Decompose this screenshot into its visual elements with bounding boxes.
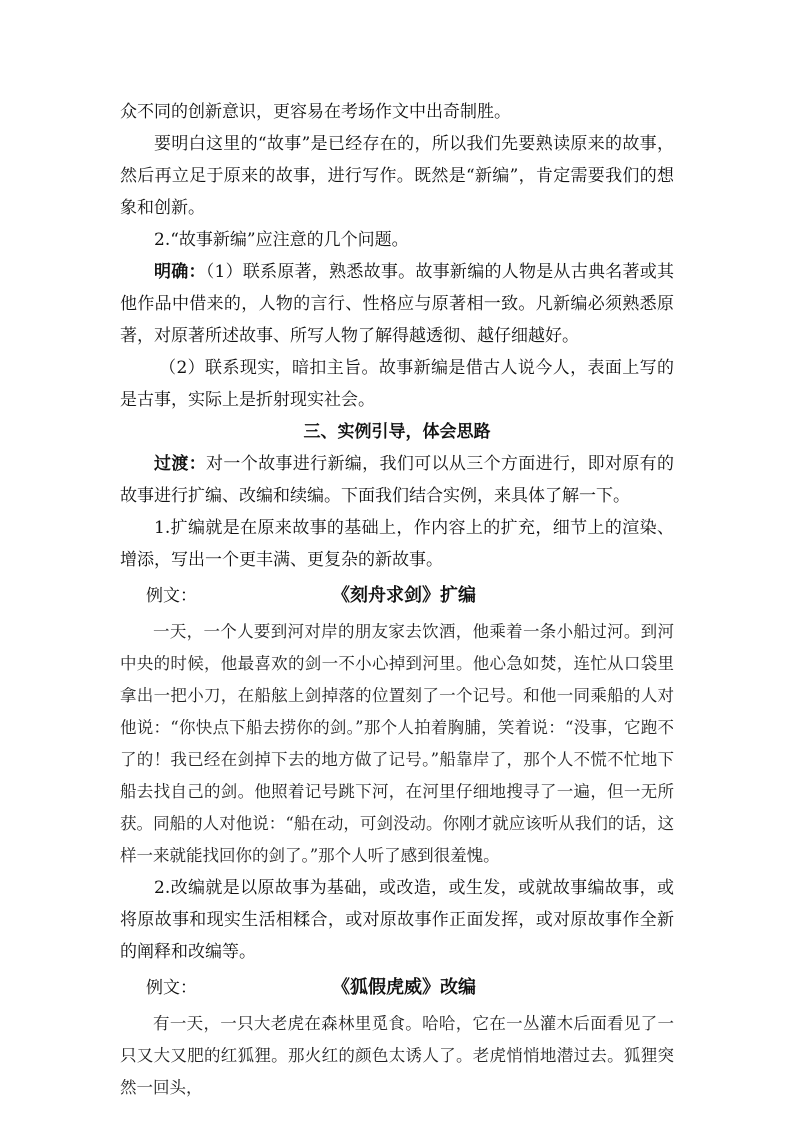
example-2-label: 例文： [146, 978, 197, 998]
section-title: 三、实例引导，体会思路 [303, 422, 491, 442]
paragraph-clarify-1 [120, 256, 674, 352]
paragraph-continuation: 众不同的创新意识，更容易在考场作文中出奇制胜。 [120, 102, 511, 122]
paragraph-story-meaning: 要明白这里的“故事”是已经存在的，所以我们先要熟读原来的故事，然后再立足于原来的故事，进行写作。既然是“新编”，肯定需要我们的想象和创新。 [120, 134, 674, 218]
document-page [120, 96, 674, 1104]
transition-body: 对一个故事进行新编，我们可以从三个方面进行，即对原有的故事进行扩编、改编和续编。下面我们结合实例，来具体了解一下。 [120, 454, 675, 506]
example-1-title: 《刻舟求剑》扩编 [332, 585, 476, 606]
transition-lead: 过渡： [154, 454, 207, 474]
paragraph-transition [120, 448, 674, 512]
example-2-title: 《狐假虎威》改编 [332, 977, 476, 998]
example-1-heading [120, 576, 674, 616]
paragraph-clarify-2: （2）联系现实，暗扣主旨。故事新编是借古人说今人，表面上写的是古事，实际上是折射现实社会。 [120, 358, 674, 410]
example-2-heading [120, 968, 674, 1008]
clarify-lead: 明确： [154, 262, 206, 282]
paragraph-adapt-definition: 2.改编就是以原故事为基础，或改造，或生发，或就故事编故事，或将原故事和现实生活相糅合，或对原故事作正面发挥，或对原故事作全新的阐释和改编等。 [120, 878, 674, 962]
paragraph-notes-heading: 2.“故事新编”应注意的几个问题。 [154, 230, 409, 250]
clarify-body: （1）联系原著，熟悉故事。故事新编的人物是从古典名著或其他作品中借来的，人物的言行、性格应与原著相一致。凡新编必须熟悉原著，对原著所述故事、所写人物了解得越透彻、越仔细越好。 [120, 262, 675, 346]
example-1-label: 例文： [146, 586, 197, 606]
example-1-text: 一天，一个人要到河对岸的朋友家去饮酒，他乘着一条小船过河。到河中央的时候，他最喜欢的剑一不小心掉到河里。他心急如焚，连忙从口袋里拿出一把小刀，在船舷上剑掉落的位置刻了一个记号。和他一同乘船的人对他说：“你快点下船去捞你的剑。”那个人拍着胸脯，笑着说：“没事，它跑不了的！我已经在剑掉下去的地方做了记号。”船靠岸了，那个人不慌不忙地下船去找自己的剑。他照着记号跳下河，在河里仔细地搜寻了一遍，但一无所获。同船的人对他说：“船在动，可剑没动。你刚才就应该听从我们的话，这样一来就能找回你的剑了。”那个人听了感到很羞愧。 [120, 622, 674, 865]
example-2-text: 有一天，一只大老虎在森林里觅食。哈哈，它在一丛灌木后面看见了一只又大又肥的红狐狸。那火红的颜色太诱人了。老虎悄悄地潜过去。狐狸突然一回头， [120, 1014, 674, 1097]
paragraph-expand-definition: 1.扩编就是在原来故事的基础上，作内容上的扩充，细节上的渲染、增添，写出一个更丰满、更复杂的新故事。 [120, 518, 674, 570]
